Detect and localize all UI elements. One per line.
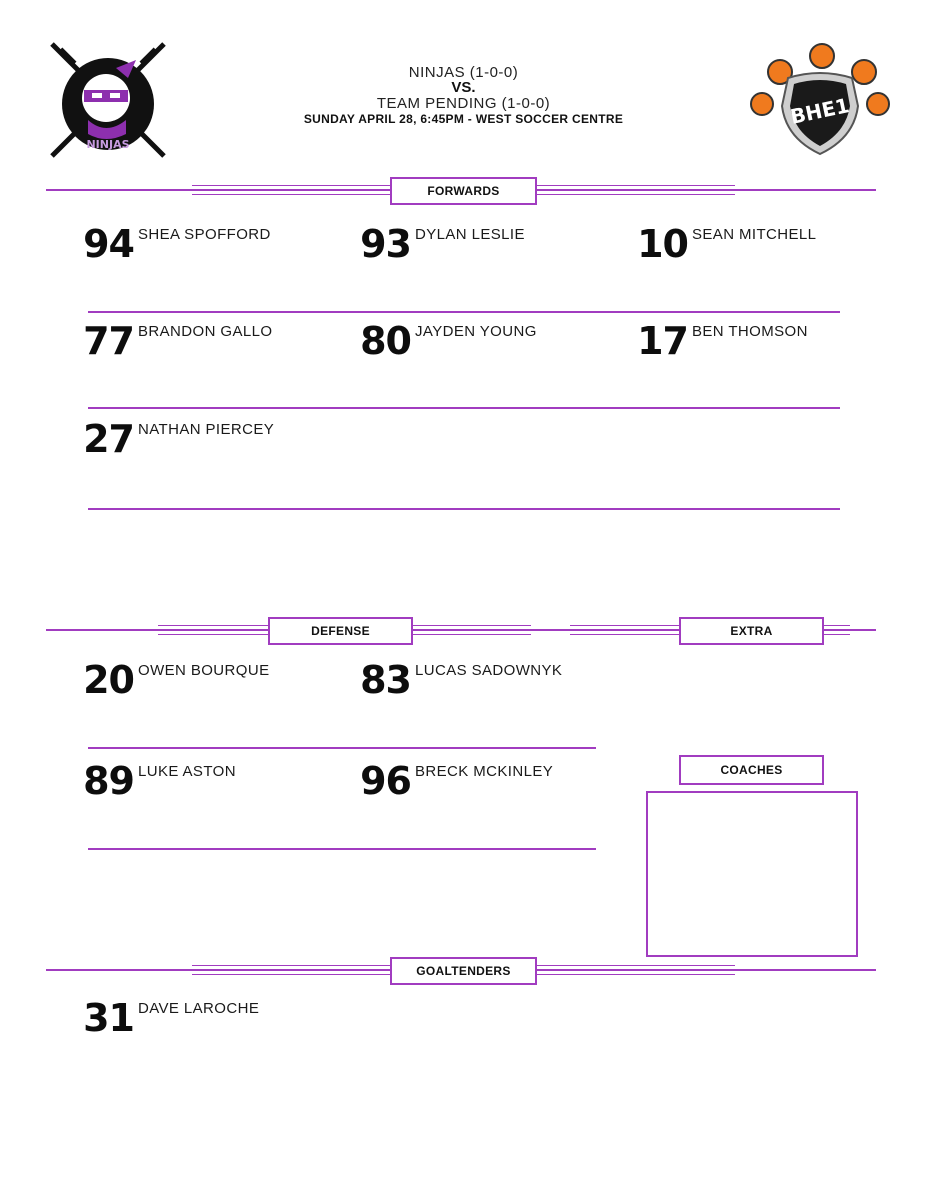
row-divider [88,747,596,749]
player-number: 27 [83,417,134,461]
goaltenders-trim-right-2 [537,974,735,975]
defense-heading: DEFENSE [268,617,413,645]
player-number: 96 [360,759,411,803]
forwards-trim-right [537,185,735,186]
ninjas-logo-text: NINJAS [86,138,130,151]
forwards-heading: FORWARDS [390,177,537,205]
player-number: 93 [360,222,411,266]
defense-trim-right-2 [413,634,531,635]
extra-trim-left [570,625,679,626]
row-divider [88,407,840,409]
defense-trim-left [158,625,268,626]
player-name: NATHAN PIERCEY [138,421,275,438]
player-number: 77 [83,319,134,363]
extra-trim-left-2 [570,634,679,635]
player-number: 94 [83,222,134,266]
coaches-heading: COACHES [679,755,824,785]
goaltenders-trim-left [192,965,390,966]
goaltenders-trim-left-2 [192,974,390,975]
player-name: BRECK MCKINLEY [415,763,554,780]
player-name: BEN THOMSON [692,323,808,340]
extra-trim-right [824,625,850,626]
player-name: LUCAS SADOWNYK [415,662,563,679]
defense-trim-left-2 [158,634,268,635]
player-number: 89 [83,759,134,803]
forwards-trim-left-2 [192,194,390,195]
game-info: SUNDAY APRIL 28, 6:45PM - WEST SOCCER CENTRE [303,112,624,126]
player-number: 31 [83,996,134,1040]
extra-heading: EXTRA [679,617,824,645]
bhe-logo-text: BHE1 [788,93,852,129]
row-divider [88,311,840,313]
player-name: LUKE ASTON [138,763,236,780]
player-number: 17 [637,319,688,363]
player-name: JAYDEN YOUNG [415,323,537,340]
row-divider [88,848,596,850]
goaltenders-trim-right [537,965,735,966]
game-header [0,64,927,126]
player-number: 83 [360,658,411,702]
coaches-box [646,791,858,957]
player-number: 80 [360,319,411,363]
away-team-record: TEAM PENDING (1-0-0) [376,95,551,112]
row-divider [88,508,840,510]
player-name: SHEA SPOFFORD [138,226,271,243]
forwards-trim-left [192,185,390,186]
extra-trim-right-2 [824,634,850,635]
player-name: BRANDON GALLO [138,323,273,340]
goaltenders-heading: GOALTENDERS [390,957,537,985]
player-name: DYLAN LESLIE [415,226,525,243]
player-number: 10 [637,222,688,266]
player-name: SEAN MITCHELL [692,226,817,243]
player-name: OWEN BOURQUE [138,662,270,679]
player-name: DAVE LAROCHE [138,1000,260,1017]
forwards-trim-right-2 [537,194,735,195]
player-number: 20 [83,658,134,702]
defense-trim-right [413,625,531,626]
home-team-record: NINJAS (1-0-0) [408,64,519,81]
versus-label: VS. [451,79,476,96]
